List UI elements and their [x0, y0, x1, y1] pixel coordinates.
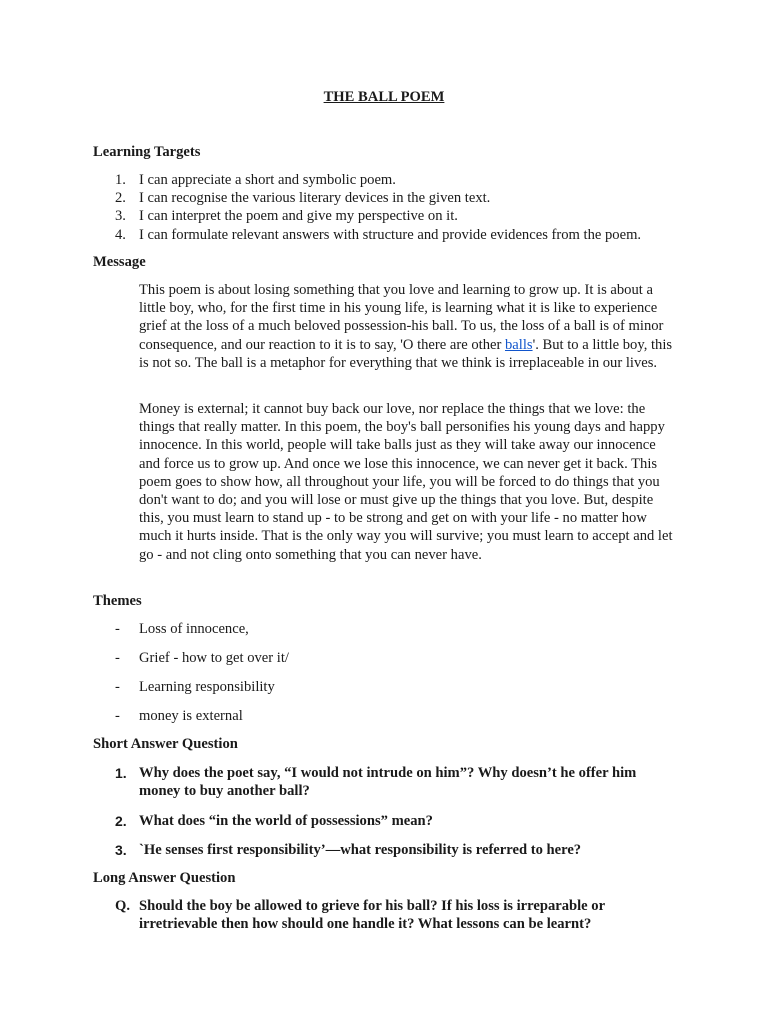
theme-item: Learning responsibility	[139, 679, 275, 695]
theme-item: Grief - how to get over it/	[139, 650, 289, 666]
message-text: This poem is about losing something that you love and learning to grow up. It is about a little boy, who, for the first time in his young life, is learning what it is like to experience grief at the loss of a much beloved possession-his ball. To us, the loss of a ball is of minor consequence, and our reaction to it is to say, 'O there are other	[139, 282, 664, 353]
list-item-text: I can interpret the poem and give my perspective on it.	[139, 208, 458, 225]
list-item-text: I can formulate relevant answers with structure and provide evidences from the poem.	[139, 226, 642, 243]
learning-targets-heading: Learning Targets	[93, 144, 201, 160]
list-item-number: 1.	[115, 172, 126, 188]
short-answer-question: `He senses first responsibility’—what responsibility is referred to here?	[139, 842, 582, 858]
list-item	[93, 171, 693, 189]
list-item-text: I can recognise the various literary devices in the given text.	[139, 190, 491, 207]
bullet-dash: -	[115, 679, 120, 695]
document-title: THE BALL POEM	[323, 89, 445, 105]
theme-item: Loss of innocence,	[139, 621, 249, 637]
message-text: '. But to a little boy, this is not so. The ball is a metaphor for everything that we think is irreplaceable in our lives.	[139, 336, 673, 371]
question-number: 2.	[115, 813, 127, 829]
short-answer-heading: Short Answer Question	[93, 736, 238, 752]
long-answer-question: Should the boy be allowed to grieve for his ball? If his loss is irreparable or irretrievable then how should one handle it? What lessons can be learnt?	[139, 898, 605, 933]
list-item-number: 2.	[115, 190, 126, 207]
bullet-dash: -	[115, 621, 120, 637]
themes-heading: Themes	[93, 593, 142, 609]
list-item-number: 3.	[115, 208, 126, 225]
short-answer-question: Why does the poet say, “I would not intrude on him”? Why doesn’t he offer him money to buy another ball?	[139, 765, 637, 800]
theme-item: money is external	[139, 708, 243, 724]
list-item-text: I can appreciate a short and symbolic poem.	[139, 172, 396, 188]
list-item	[93, 189, 693, 207]
list-item-number: 4.	[115, 226, 126, 243]
question-number: Q.	[115, 898, 130, 914]
learning-targets-list	[93, 171, 693, 244]
bullet-dash: -	[115, 708, 120, 724]
question-number: 1.	[115, 765, 127, 781]
message-heading: Message	[93, 254, 146, 270]
balls-link[interactable]: balls	[504, 336, 533, 353]
bullet-dash: -	[115, 650, 120, 666]
list-item	[93, 207, 693, 225]
question-number: 3.	[115, 842, 127, 858]
message-paragraph-1	[139, 281, 679, 372]
message-paragraph-2: Money is external; it cannot buy back our love, nor replace the things that we love: the things that really matter. In this poem, the boy's ball personifies his young days and happy innocence. In this world, people will take balls just as they will take away our innocence and force us to grow up. And once we lose this innocence, we can never get it back. This poem goes to show how, all throughout your life, you will be forced to do things that you don't want to do; and you will lose or must give up the things that you love. But, despite this, you must learn to stand up - to be strong and get on with your life - no matter how much it hurts inside. That is the only way you will survive; you must learn to accept and let go - and not cling onto something that you can never have.	[139, 401, 673, 563]
long-answer-heading: Long Answer Question	[93, 870, 236, 886]
short-answer-question: What does “in the world of possessions” mean?	[139, 813, 433, 829]
list-item	[93, 226, 693, 244]
